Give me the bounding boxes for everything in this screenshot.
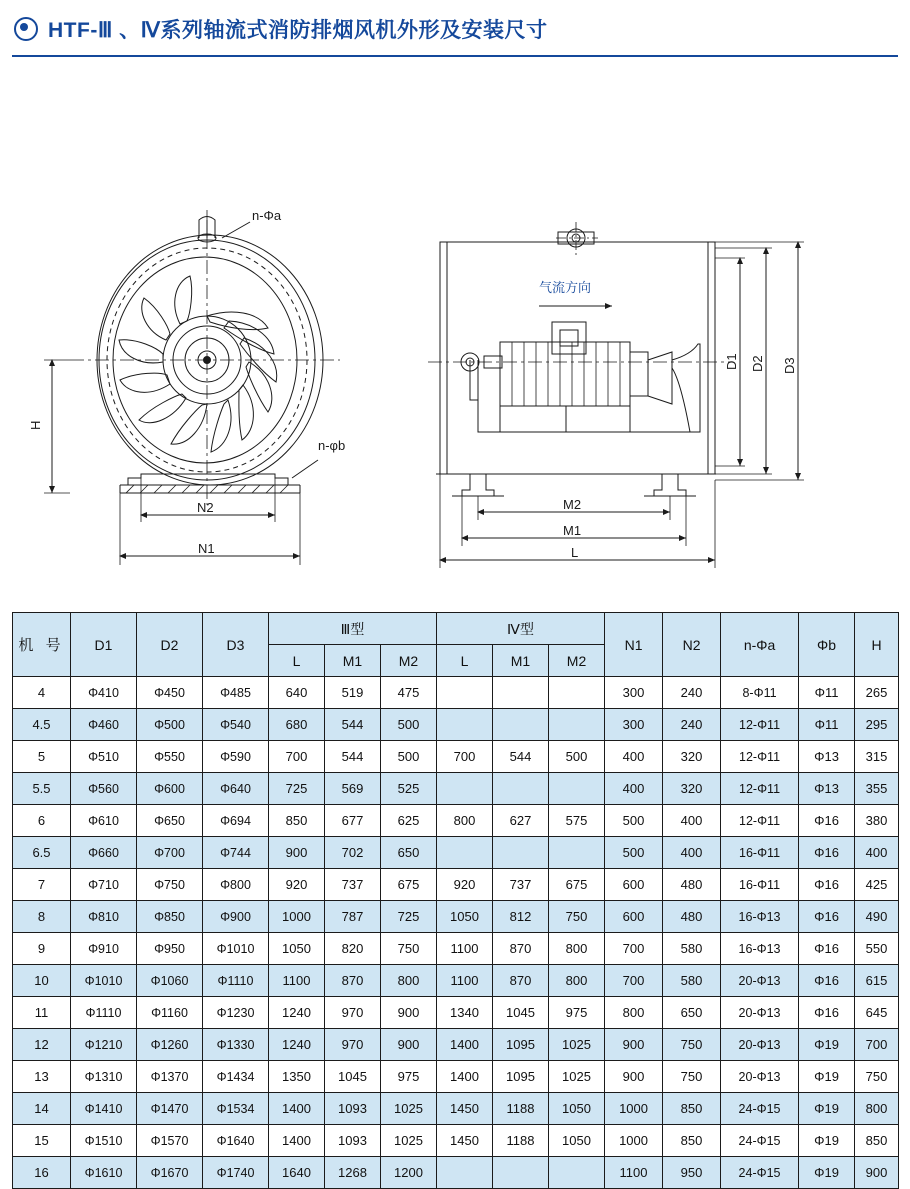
cell-d1: Φ1410 (71, 1093, 137, 1125)
th-type3-M2: M2 (381, 645, 437, 677)
cell-pb: Φ16 (799, 933, 855, 965)
cell-t4M2 (549, 773, 605, 805)
cell-t4L: 1450 (437, 1093, 493, 1125)
cell-t4M1: 737 (493, 869, 549, 901)
cell-t3M2: 525 (381, 773, 437, 805)
cell-d3: Φ800 (203, 869, 269, 901)
th-n2: N2 (663, 613, 721, 677)
cell-n2: 480 (663, 901, 721, 933)
th-type4-L: L (437, 645, 493, 677)
cell-pb: Φ19 (799, 1125, 855, 1157)
cell-t3L: 1000 (269, 901, 325, 933)
cell-t3M2: 650 (381, 837, 437, 869)
cell-d1: Φ560 (71, 773, 137, 805)
cell-pb: Φ16 (799, 869, 855, 901)
label-N2: N2 (197, 500, 214, 515)
label-airflow: 气流方向 (539, 280, 592, 295)
cell-n1: 300 (605, 677, 663, 709)
cell-d2: Φ750 (137, 869, 203, 901)
cell-model: 10 (13, 965, 71, 997)
th-type3: Ⅲ型 (269, 613, 437, 645)
cell-n2: 320 (663, 741, 721, 773)
cell-d1: Φ1310 (71, 1061, 137, 1093)
circle-bullet-icon (14, 17, 38, 41)
cell-d2: Φ650 (137, 805, 203, 837)
cell-h: 550 (855, 933, 899, 965)
cell-t4M2: 575 (549, 805, 605, 837)
cell-h: 700 (855, 1029, 899, 1061)
cell-t3M1: 970 (325, 997, 381, 1029)
th-phi-b: Φb (799, 613, 855, 677)
cell-na: 8-Φ11 (721, 677, 799, 709)
cell-model: 11 (13, 997, 71, 1029)
cell-t4L: 1100 (437, 965, 493, 997)
cell-d2: Φ1370 (137, 1061, 203, 1093)
cell-d2: Φ1160 (137, 997, 203, 1029)
th-model: 机 号 (13, 613, 71, 677)
cell-d1: Φ1210 (71, 1029, 137, 1061)
cell-t3M1: 1045 (325, 1061, 381, 1093)
cell-t4M2: 675 (549, 869, 605, 901)
cell-d2: Φ700 (137, 837, 203, 869)
table-row (13, 709, 899, 741)
cell-h: 490 (855, 901, 899, 933)
table-body (13, 677, 899, 1189)
cell-t4M2: 1025 (549, 1061, 605, 1093)
cell-d3: Φ1434 (203, 1061, 269, 1093)
cell-h: 900 (855, 1157, 899, 1189)
cell-t3M2: 625 (381, 805, 437, 837)
cell-n1: 600 (605, 901, 663, 933)
cell-t4M1 (493, 677, 549, 709)
cell-pb: Φ19 (799, 1157, 855, 1189)
cell-d3: Φ1740 (203, 1157, 269, 1189)
cell-d3: Φ1330 (203, 1029, 269, 1061)
cell-t4L (437, 773, 493, 805)
cell-na: 16-Φ13 (721, 901, 799, 933)
cell-n2: 320 (663, 773, 721, 805)
cell-d1: Φ410 (71, 677, 137, 709)
cell-n2: 750 (663, 1029, 721, 1061)
cell-t3M1: 569 (325, 773, 381, 805)
cell-t4M1 (493, 837, 549, 869)
cell-d3: Φ590 (203, 741, 269, 773)
cell-t3M2: 1025 (381, 1093, 437, 1125)
cell-n2: 580 (663, 933, 721, 965)
cell-n1: 500 (605, 805, 663, 837)
cell-t4M2: 1050 (549, 1125, 605, 1157)
cell-t4L: 1050 (437, 901, 493, 933)
cell-na: 16-Φ11 (721, 837, 799, 869)
cell-t3L: 725 (269, 773, 325, 805)
cell-d3: Φ540 (203, 709, 269, 741)
cell-d2: Φ550 (137, 741, 203, 773)
cell-t4M2: 1050 (549, 1093, 605, 1125)
cell-t3M1: 519 (325, 677, 381, 709)
th-n1: N1 (605, 613, 663, 677)
cell-pb: Φ16 (799, 965, 855, 997)
cell-n1: 900 (605, 1061, 663, 1093)
cell-n1: 600 (605, 869, 663, 901)
cell-model: 15 (13, 1125, 71, 1157)
cell-t4M1: 870 (493, 965, 549, 997)
cell-d2: Φ1260 (137, 1029, 203, 1061)
cell-model: 13 (13, 1061, 71, 1093)
cell-t3M2: 500 (381, 709, 437, 741)
th-d2: D2 (137, 613, 203, 677)
side-view-drawing (428, 222, 804, 568)
cell-n1: 400 (605, 773, 663, 805)
cell-t4L (437, 709, 493, 741)
cell-t4M1: 1045 (493, 997, 549, 1029)
cell-d1: Φ510 (71, 741, 137, 773)
cell-n2: 400 (663, 837, 721, 869)
cell-t3M2: 1200 (381, 1157, 437, 1189)
cell-d3: Φ1230 (203, 997, 269, 1029)
cell-t4L: 700 (437, 741, 493, 773)
cell-pb: Φ13 (799, 773, 855, 805)
cell-d2: Φ450 (137, 677, 203, 709)
cell-t3M2: 1025 (381, 1125, 437, 1157)
cell-na: 12-Φ11 (721, 805, 799, 837)
cell-n1: 500 (605, 837, 663, 869)
cell-t4L: 1340 (437, 997, 493, 1029)
cell-pb: Φ16 (799, 997, 855, 1029)
label-D2: D2 (750, 355, 765, 372)
cell-t4M2: 975 (549, 997, 605, 1029)
cell-t3L: 920 (269, 869, 325, 901)
cell-model: 8 (13, 901, 71, 933)
cell-na: 24-Φ15 (721, 1157, 799, 1189)
label-D1: D1 (724, 353, 739, 370)
cell-t4M1: 1095 (493, 1061, 549, 1093)
cell-d1: Φ710 (71, 869, 137, 901)
cell-t3M2: 475 (381, 677, 437, 709)
cell-na: 20-Φ13 (721, 965, 799, 997)
label-n-phi-a: n-Φa (252, 208, 282, 223)
cell-t4M1 (493, 709, 549, 741)
cell-n1: 1000 (605, 1093, 663, 1125)
page-header (0, 0, 910, 58)
table-row (13, 741, 899, 773)
cell-t3M2: 725 (381, 901, 437, 933)
cell-h: 355 (855, 773, 899, 805)
cell-na: 20-Φ13 (721, 1029, 799, 1061)
cell-h: 850 (855, 1125, 899, 1157)
table-row (13, 1125, 899, 1157)
table-row (13, 1157, 899, 1189)
th-h: H (855, 613, 899, 677)
th-type4-M1: M1 (493, 645, 549, 677)
cell-h: 800 (855, 1093, 899, 1125)
cell-t3M1: 1268 (325, 1157, 381, 1189)
cell-t3L: 900 (269, 837, 325, 869)
table-row (13, 1061, 899, 1093)
cell-na: 20-Φ13 (721, 1061, 799, 1093)
label-H: H (28, 420, 43, 430)
cell-pb: Φ16 (799, 805, 855, 837)
cell-t3L: 850 (269, 805, 325, 837)
header-divider (12, 55, 898, 57)
cell-t3M2: 900 (381, 997, 437, 1029)
cell-n1: 1100 (605, 1157, 663, 1189)
cell-t3M1: 544 (325, 741, 381, 773)
cell-h: 400 (855, 837, 899, 869)
cell-h: 645 (855, 997, 899, 1029)
cell-n2: 950 (663, 1157, 721, 1189)
cell-na: 24-Φ15 (721, 1125, 799, 1157)
cell-t3M2: 800 (381, 965, 437, 997)
technical-drawing (0, 60, 910, 600)
table-row (13, 677, 899, 709)
cell-t3L: 1350 (269, 1061, 325, 1093)
cell-t3M2: 500 (381, 741, 437, 773)
front-view-drawing (44, 210, 340, 565)
cell-n2: 580 (663, 965, 721, 997)
cell-model: 9 (13, 933, 71, 965)
cell-t4M1: 812 (493, 901, 549, 933)
cell-d3: Φ485 (203, 677, 269, 709)
cell-t3M1: 820 (325, 933, 381, 965)
table-row (13, 933, 899, 965)
table-row (13, 965, 899, 997)
label-M1: M1 (563, 523, 582, 538)
th-n-phi-a: n-Φa (721, 613, 799, 677)
table-row (13, 837, 899, 869)
th-d1: D1 (71, 613, 137, 677)
cell-d3: Φ900 (203, 901, 269, 933)
cell-t4M1 (493, 773, 549, 805)
cell-d2: Φ1470 (137, 1093, 203, 1125)
cell-t3M2: 900 (381, 1029, 437, 1061)
cell-n2: 400 (663, 805, 721, 837)
cell-model: 14 (13, 1093, 71, 1125)
cell-t4L (437, 837, 493, 869)
cell-t4M1: 544 (493, 741, 549, 773)
cell-t4M2: 800 (549, 933, 605, 965)
cell-n2: 850 (663, 1125, 721, 1157)
cell-n1: 700 (605, 933, 663, 965)
cell-t3M2: 750 (381, 933, 437, 965)
cell-t3M1: 1093 (325, 1125, 381, 1157)
cell-t4L: 1400 (437, 1029, 493, 1061)
cell-d3: Φ1640 (203, 1125, 269, 1157)
cell-d1: Φ1110 (71, 997, 137, 1029)
cell-t3M1: 970 (325, 1029, 381, 1061)
cell-d3: Φ1110 (203, 965, 269, 997)
cell-d1: Φ910 (71, 933, 137, 965)
cell-t3M2: 975 (381, 1061, 437, 1093)
cell-n2: 480 (663, 869, 721, 901)
cell-t4M2: 500 (549, 741, 605, 773)
cell-d3: Φ694 (203, 805, 269, 837)
cell-model: 5 (13, 741, 71, 773)
cell-model: 4 (13, 677, 71, 709)
cell-t4M2: 750 (549, 901, 605, 933)
cell-d3: Φ1010 (203, 933, 269, 965)
cell-t4M1: 627 (493, 805, 549, 837)
cell-t4M2: 1025 (549, 1029, 605, 1061)
cell-h: 615 (855, 965, 899, 997)
cell-model: 16 (13, 1157, 71, 1189)
cell-d1: Φ460 (71, 709, 137, 741)
cell-n1: 900 (605, 1029, 663, 1061)
cell-model: 12 (13, 1029, 71, 1061)
cell-d2: Φ950 (137, 933, 203, 965)
cell-t3M1: 787 (325, 901, 381, 933)
table-row (13, 1093, 899, 1125)
cell-d1: Φ810 (71, 901, 137, 933)
cell-t3L: 1100 (269, 965, 325, 997)
cell-t4L: 920 (437, 869, 493, 901)
th-d3: D3 (203, 613, 269, 677)
cell-t3L: 1400 (269, 1093, 325, 1125)
cell-d1: Φ610 (71, 805, 137, 837)
cell-d2: Φ850 (137, 901, 203, 933)
cell-t3M1: 702 (325, 837, 381, 869)
th-type4-M2: M2 (549, 645, 605, 677)
cell-t4M1: 1095 (493, 1029, 549, 1061)
cell-t4M2: 800 (549, 965, 605, 997)
cell-d1: Φ1610 (71, 1157, 137, 1189)
label-L: L (571, 545, 579, 560)
cell-n2: 750 (663, 1061, 721, 1093)
table-row (13, 805, 899, 837)
label-N1: N1 (198, 541, 215, 556)
cell-model: 4.5 (13, 709, 71, 741)
cell-na: 20-Φ13 (721, 997, 799, 1029)
cell-pb: Φ19 (799, 1061, 855, 1093)
cell-t4M2 (549, 1157, 605, 1189)
cell-pb: Φ16 (799, 837, 855, 869)
cell-d2: Φ1670 (137, 1157, 203, 1189)
cell-h: 315 (855, 741, 899, 773)
cell-pb: Φ19 (799, 1029, 855, 1061)
cell-h: 380 (855, 805, 899, 837)
cell-t3M1: 870 (325, 965, 381, 997)
cell-d2: Φ1060 (137, 965, 203, 997)
cell-t3L: 1240 (269, 1029, 325, 1061)
cell-d2: Φ500 (137, 709, 203, 741)
label-M2: M2 (563, 497, 582, 512)
cell-t3L: 1640 (269, 1157, 325, 1189)
cell-n2: 240 (663, 709, 721, 741)
cell-t3M1: 737 (325, 869, 381, 901)
cell-t4M1: 1188 (493, 1125, 549, 1157)
cell-na: 16-Φ11 (721, 869, 799, 901)
cell-t4M1 (493, 1157, 549, 1189)
specification-table (12, 612, 899, 1189)
cell-t3L: 1400 (269, 1125, 325, 1157)
table-row (13, 997, 899, 1029)
cell-t4L (437, 677, 493, 709)
cell-pb: Φ19 (799, 1093, 855, 1125)
cell-t3L: 640 (269, 677, 325, 709)
cell-pb: Φ13 (799, 741, 855, 773)
specification-table-wrap (12, 612, 898, 1189)
cell-na: 12-Φ11 (721, 773, 799, 805)
cell-model: 6 (13, 805, 71, 837)
cell-t4M2 (549, 677, 605, 709)
cell-d3: Φ640 (203, 773, 269, 805)
cell-t4M1: 870 (493, 933, 549, 965)
table-row (13, 773, 899, 805)
cell-na: 12-Φ11 (721, 709, 799, 741)
cell-na: 12-Φ11 (721, 741, 799, 773)
cell-d1: Φ1510 (71, 1125, 137, 1157)
cell-t4L: 800 (437, 805, 493, 837)
cell-t3L: 1050 (269, 933, 325, 965)
cell-t3L: 700 (269, 741, 325, 773)
cell-d2: Φ600 (137, 773, 203, 805)
cell-d3: Φ1534 (203, 1093, 269, 1125)
th-type3-L: L (269, 645, 325, 677)
cell-h: 425 (855, 869, 899, 901)
cell-d1: Φ660 (71, 837, 137, 869)
th-type3-M1: M1 (325, 645, 381, 677)
label-n-phi-b: n-φb (318, 438, 346, 453)
cell-n1: 700 (605, 965, 663, 997)
cell-t4L: 1100 (437, 933, 493, 965)
cell-h: 265 (855, 677, 899, 709)
cell-pb: Φ16 (799, 901, 855, 933)
cell-na: 24-Φ15 (721, 1093, 799, 1125)
cell-na: 16-Φ13 (721, 933, 799, 965)
cell-t3L: 680 (269, 709, 325, 741)
cell-n1: 400 (605, 741, 663, 773)
cell-t3M1: 544 (325, 709, 381, 741)
table-row (13, 1029, 899, 1061)
cell-model: 7 (13, 869, 71, 901)
cell-t3M1: 677 (325, 805, 381, 837)
cell-n1: 300 (605, 709, 663, 741)
cell-model: 5.5 (13, 773, 71, 805)
cell-d2: Φ1570 (137, 1125, 203, 1157)
cell-n1: 800 (605, 997, 663, 1029)
cell-t3L: 1240 (269, 997, 325, 1029)
table-row (13, 869, 899, 901)
cell-t3M1: 1093 (325, 1093, 381, 1125)
cell-t4M2 (549, 837, 605, 869)
cell-t4L (437, 1157, 493, 1189)
cell-t4L: 1450 (437, 1125, 493, 1157)
cell-n1: 1000 (605, 1125, 663, 1157)
cell-t4M1: 1188 (493, 1093, 549, 1125)
cell-d1: Φ1010 (71, 965, 137, 997)
page-title: HTF-Ⅲ 、Ⅳ系列轴流式消防排烟风机外形及安装尺寸 (48, 19, 548, 42)
cell-h: 295 (855, 709, 899, 741)
cell-n2: 240 (663, 677, 721, 709)
cell-d3: Φ744 (203, 837, 269, 869)
th-type4: Ⅳ型 (437, 613, 605, 645)
table-row (13, 901, 899, 933)
cell-n2: 650 (663, 997, 721, 1029)
cell-n2: 850 (663, 1093, 721, 1125)
label-D3: D3 (782, 357, 797, 374)
cell-pb: Φ11 (799, 677, 855, 709)
cell-h: 750 (855, 1061, 899, 1093)
cell-pb: Φ11 (799, 709, 855, 741)
cell-t4L: 1400 (437, 1061, 493, 1093)
table-header (13, 613, 899, 677)
cell-t4M2 (549, 709, 605, 741)
cell-t3M2: 675 (381, 869, 437, 901)
cell-model: 6.5 (13, 837, 71, 869)
